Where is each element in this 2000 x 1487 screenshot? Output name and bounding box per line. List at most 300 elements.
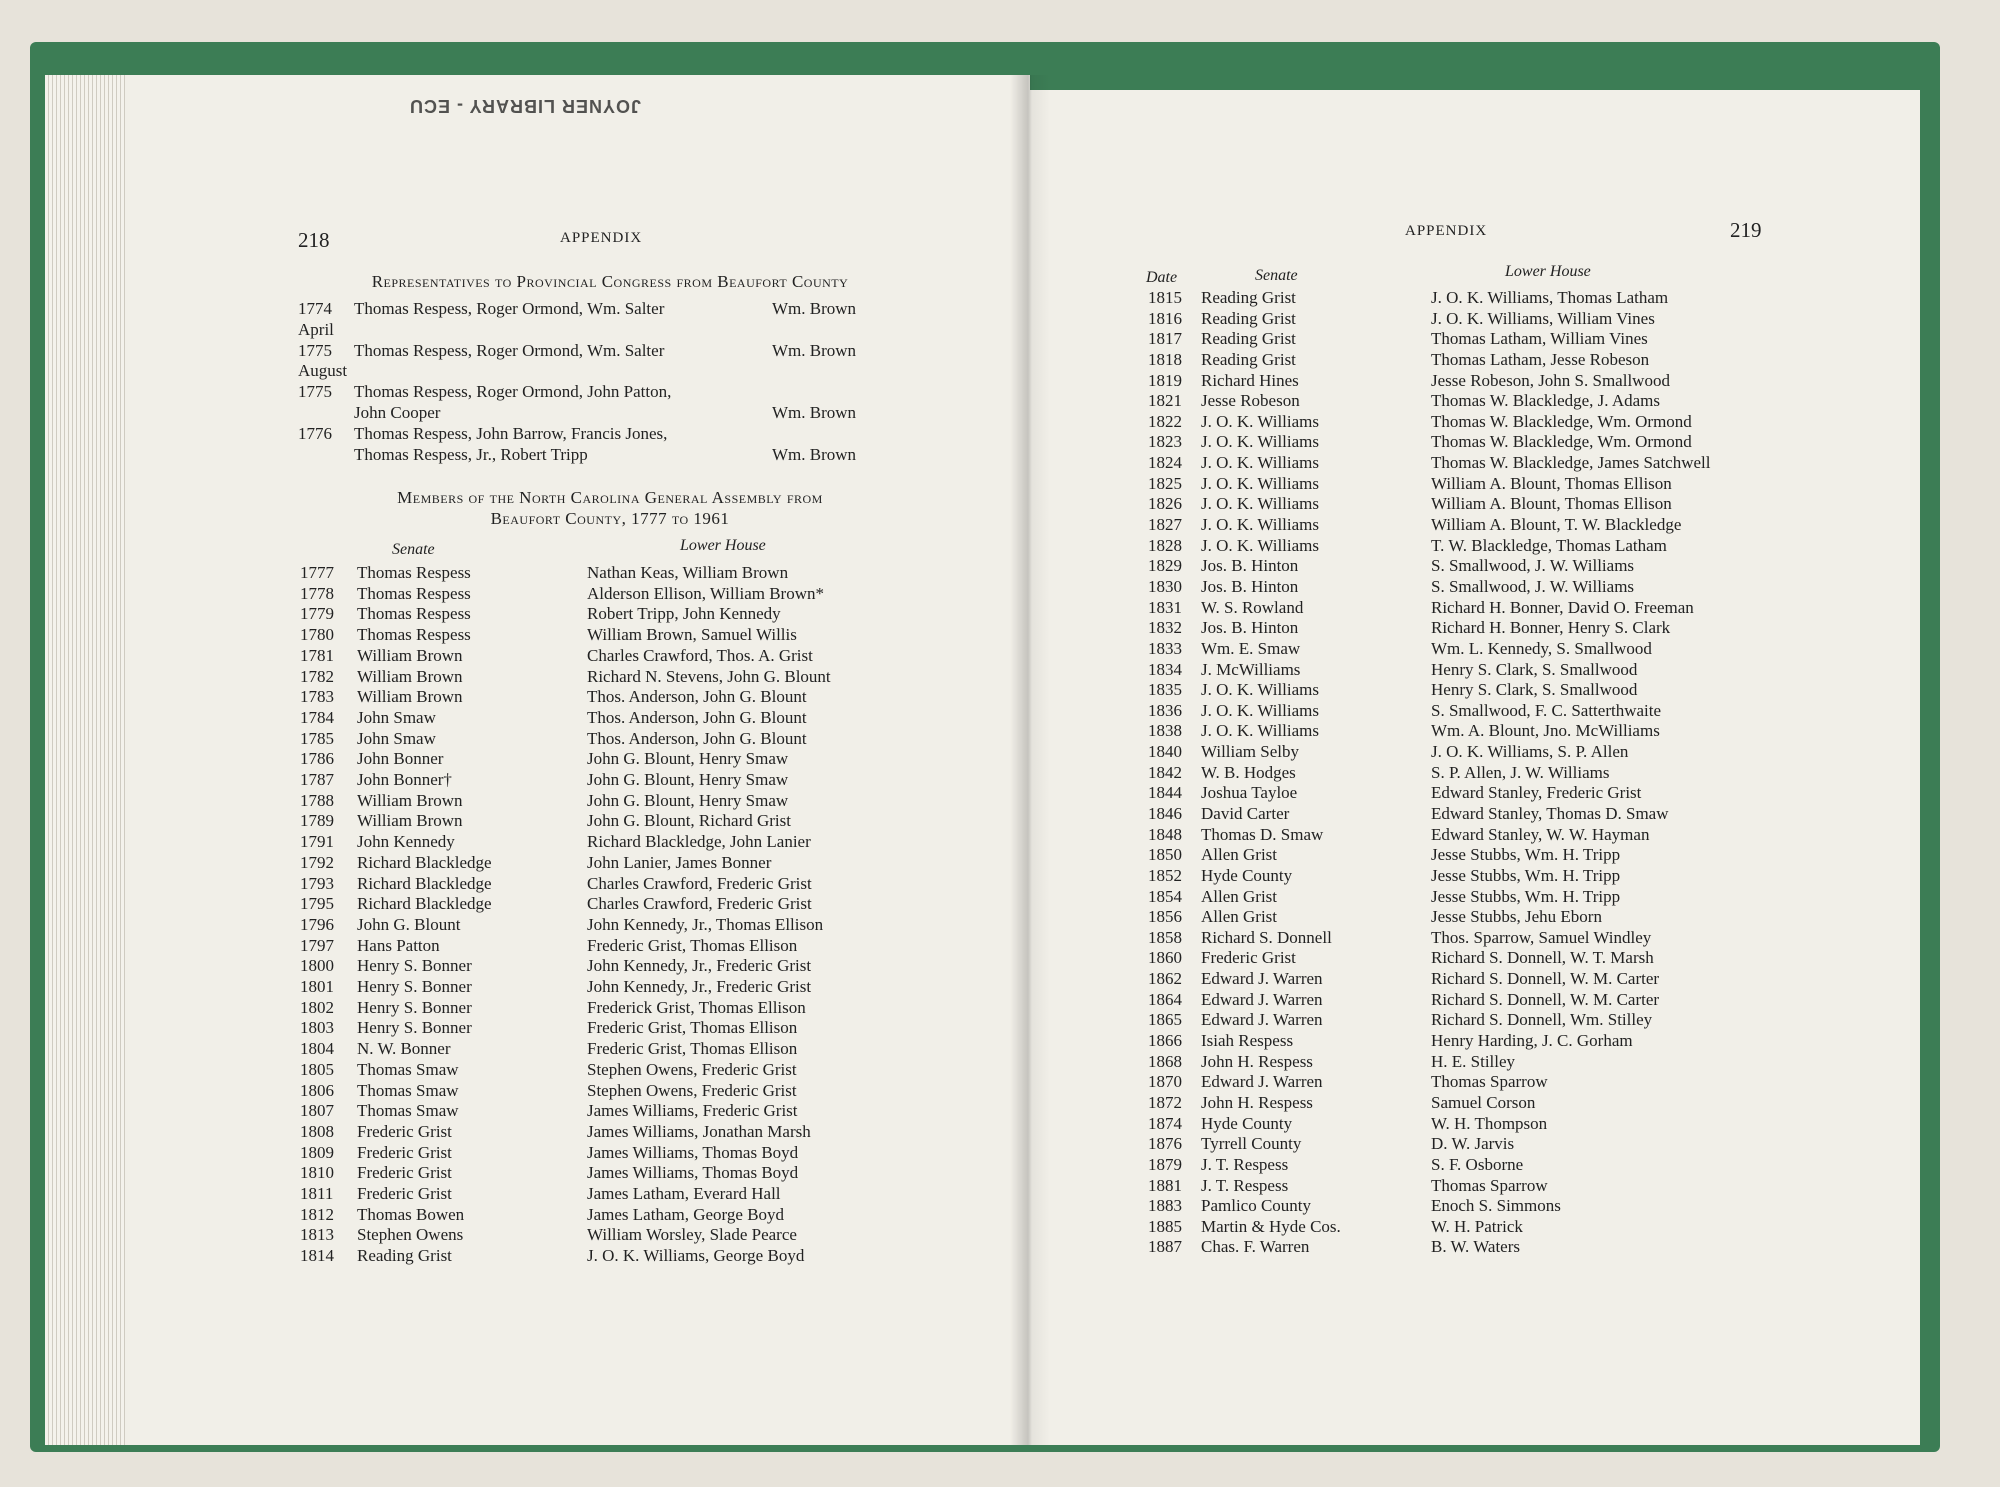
member-year: 1833 (1148, 638, 1182, 658)
member-senate: Wm. E. Smaw (1201, 638, 1301, 658)
member-lower-house: Thos. Anderson, John G. Blount (587, 728, 807, 748)
member-year: 1846 (1148, 804, 1182, 823)
table-row (1148, 536, 1908, 557)
member-lower-house: Henry S. Clark, S. Smallwood (1431, 659, 1638, 679)
table-row (1148, 1217, 1908, 1238)
member-senate: J. O. K. Williams (1201, 473, 1320, 493)
member-year: 1862 (1148, 969, 1182, 989)
member-lower-house: Thomas W. Blackledge, Wm. Ormond (1431, 432, 1692, 452)
member-year: 1830 (1148, 576, 1182, 596)
table-row (1148, 453, 1908, 474)
member-year: 1876 (1148, 1134, 1182, 1154)
table-row (1148, 1196, 1908, 1217)
member-year: 1823 (1148, 432, 1182, 452)
member-lower-house: Thomas Latham, William Vines (1431, 329, 1648, 349)
right-date-header: Date (1146, 269, 1178, 286)
member-senate: William Brown (357, 687, 463, 707)
table-row (1148, 639, 1908, 660)
left-lower-house-header: Lower House (680, 537, 766, 554)
member-senate: John G. Blount (357, 914, 461, 934)
member-lower-house: Edward Stanley, W. W. Hayman (1431, 824, 1650, 844)
member-lower-house: S. P. Allen, J. W. Williams (1431, 762, 1610, 782)
provincial-line (298, 382, 1058, 403)
member-senate: William Brown (357, 811, 463, 831)
member-year: 1885 (1148, 1216, 1182, 1236)
member-year: 1881 (1148, 1175, 1182, 1195)
table-row (1148, 721, 1908, 742)
table-row (1148, 1114, 1908, 1135)
member-lower-house: T. W. Blackledge, Thomas Latham (1431, 535, 1667, 555)
table-row (300, 1225, 1060, 1246)
member-senate: Richard S. Donnell (1201, 927, 1332, 947)
provincial-names: Thomas Respess, John Barrow, Francis Jones, (354, 423, 668, 443)
member-year: 1865 (1148, 1010, 1182, 1030)
member-year: 1852 (1148, 865, 1182, 885)
member-senate: Edward J. Warren (1201, 1072, 1323, 1092)
member-lower-house: J. O. K. Williams, William Vines (1431, 308, 1655, 328)
member-senate: John Smaw (357, 707, 436, 727)
table-row (1148, 1031, 1908, 1052)
table-row (1148, 350, 1908, 371)
member-lower-house: Thomas W. Blackledge, James Satchwell (1431, 453, 1711, 473)
member-year: 1840 (1148, 742, 1182, 762)
member-year: 1813 (300, 1225, 334, 1245)
provincial-year: 1776 (298, 423, 332, 443)
member-senate: Reading Grist (1201, 349, 1296, 369)
member-year: 1814 (300, 1246, 334, 1266)
member-year: 1789 (300, 811, 334, 831)
table-row (1148, 556, 1908, 577)
member-year: 1812 (300, 1204, 334, 1224)
member-senate: Henry S. Bonner (357, 997, 472, 1017)
table-row (1148, 1093, 1908, 1114)
member-lower-house: John Kennedy, Jr., Thomas Ellison (587, 914, 824, 934)
member-lower-house: J. O. K. Williams, George Boyd (587, 1246, 805, 1266)
member-senate: Reading Grist (357, 1246, 452, 1266)
member-year: 1872 (1148, 1092, 1182, 1112)
member-lower-house: Jesse Robeson, John S. Smallwood (1431, 370, 1670, 390)
table-row (1148, 1052, 1908, 1073)
member-lower-house: Frederick Grist, Thomas Ellison (587, 997, 806, 1017)
member-lower-house: William Worsley, Slade Pearce (587, 1225, 797, 1245)
member-year: 1856 (1148, 907, 1182, 927)
member-senate: Thomas Bowen (357, 1204, 465, 1224)
member-lower-house: James Latham, Everard Hall (587, 1184, 781, 1203)
member-year: 1808 (300, 1121, 334, 1141)
library-stamp: JOYNER LIBRARY - ECU (408, 96, 642, 116)
member-lower-house: H. E. Stilley (1431, 1051, 1516, 1071)
member-lower-house: Jesse Stubbs, Wm. H. Tripp (1431, 845, 1621, 865)
member-year: 1848 (1148, 824, 1182, 844)
right-page-number: 219 (1730, 218, 1762, 242)
member-senate: Allen Grist (1201, 845, 1278, 865)
table-row (1148, 680, 1908, 701)
member-senate: Frederic Grist (357, 1184, 452, 1203)
member-senate: Stephen Owens (357, 1225, 464, 1245)
right-lower-house-header: Lower House (1505, 263, 1591, 280)
provincial-names: Thomas Respess, Roger Ormond, John Patton, (354, 382, 672, 402)
member-senate: Reading Grist (1201, 288, 1296, 307)
member-lower-house: Thomas W. Blackledge, J. Adams (1431, 391, 1661, 411)
member-senate: John Bonner† (357, 770, 452, 789)
member-senate: John H. Respess (1201, 1051, 1313, 1071)
table-row (1148, 412, 1908, 433)
member-senate: N. W. Bonner (357, 1039, 451, 1059)
member-senate: Edward J. Warren (1201, 1010, 1323, 1030)
table-row (1148, 948, 1908, 969)
table-row (1148, 928, 1908, 949)
provincial-names: Thomas Respess, Roger Ormond, Wm. Salter (354, 340, 665, 360)
member-year: 1784 (300, 707, 334, 727)
member-lower-house: James Williams, Thomas Boyd (587, 1142, 799, 1162)
provincial-line (298, 299, 1058, 320)
member-year: 1864 (1148, 989, 1182, 1009)
left-senate-header: Senate (392, 541, 435, 558)
member-year: 1791 (300, 832, 334, 852)
member-lower-house: Richard S. Donnell, W. T. Marsh (1431, 948, 1654, 968)
member-senate: Frederic Grist (357, 1121, 452, 1141)
member-lower-house: Samuel Corson (1431, 1092, 1536, 1112)
member-senate: Pamlico County (1201, 1196, 1312, 1216)
member-lower-house: Thomas Sparrow (1431, 1072, 1548, 1092)
member-lower-house: J. O. K. Williams, S. P. Allen (1431, 742, 1629, 762)
member-lower-house: Richard S. Donnell, W. M. Carter (1431, 969, 1660, 989)
member-lower-house: S. F. Osborne (1431, 1154, 1524, 1174)
member-lower-house: Edward Stanley, Thomas D. Smaw (1431, 804, 1669, 823)
member-year: 1805 (300, 1059, 334, 1079)
member-year: 1826 (1148, 494, 1182, 514)
assembly-title-line2: Beaufort County, 1777 to 1961 (490, 509, 730, 528)
member-lower-house: Jesse Stubbs, Wm. H. Tripp (1431, 886, 1621, 906)
member-lower-house: D. W. Jarvis (1431, 1134, 1515, 1154)
member-lower-house: James Williams, Thomas Boyd (587, 1163, 799, 1183)
member-lower-house: Wm. A. Blount, Jno. McWilliams (1431, 721, 1660, 741)
member-lower-house: B. W. Waters (1431, 1237, 1520, 1257)
table-row (1148, 1134, 1908, 1155)
member-lower-house: Jesse Stubbs, Wm. H. Tripp (1431, 865, 1621, 885)
table-row (300, 1039, 1060, 1060)
member-year: 1793 (300, 873, 334, 893)
assembly-title-line1: Members of the North Carolina General Assembly from (397, 488, 823, 507)
provincial-line (298, 341, 1058, 362)
member-senate: Thomas Smaw (357, 1080, 459, 1100)
member-lower-house: Frederic Grist, Thomas Ellison (587, 1039, 798, 1059)
member-lower-house: Richard N. Stevens, John G. Blount (587, 666, 831, 686)
provincial-year: 1775 (298, 382, 332, 402)
member-senate: J. McWilliams (1201, 659, 1301, 679)
member-year: 1795 (300, 894, 334, 914)
member-year: 1778 (300, 583, 334, 603)
member-senate: Allen Grist (1201, 886, 1278, 906)
member-year: 1831 (1148, 597, 1182, 617)
table-row (300, 915, 1060, 936)
member-year: 1874 (1148, 1113, 1182, 1133)
member-senate: Jos. B. Hinton (1201, 576, 1299, 596)
table-row (300, 687, 1060, 708)
member-senate: Frederic Grist (357, 1163, 452, 1183)
member-year: 1781 (300, 645, 334, 665)
member-senate: Hans Patton (357, 935, 440, 955)
member-lower-house: John G. Blount, Henry Smaw (587, 770, 789, 789)
provincial-year: 1775 (298, 340, 332, 360)
table-row (1148, 515, 1908, 536)
page-edges (45, 75, 125, 1445)
member-senate: Chas. F. Warren (1201, 1237, 1310, 1257)
table-row (300, 1205, 1060, 1226)
member-senate: Henry S. Bonner (357, 956, 472, 976)
member-senate: Edward J. Warren (1201, 969, 1323, 989)
table-row (300, 977, 1060, 998)
member-lower-house: John G. Blount, Henry Smaw (587, 790, 789, 810)
member-year: 1832 (1148, 618, 1182, 638)
table-row (1148, 866, 1908, 887)
member-lower-house: James Latham, George Boyd (587, 1204, 785, 1224)
member-lower-house: John Kennedy, Jr., Frederic Grist (587, 977, 812, 996)
table-row (1148, 1176, 1908, 1197)
member-senate: Tyrrell County (1201, 1134, 1302, 1154)
member-senate: Frederic Grist (1201, 948, 1296, 968)
member-senate: Thomas D. Smaw (1201, 824, 1324, 844)
member-lower-house: W. H. Thompson (1431, 1113, 1548, 1133)
member-year: 1821 (1148, 391, 1182, 411)
member-senate: Isiah Respess (1201, 1031, 1294, 1051)
member-lower-house: James Williams, Frederic Grist (587, 1101, 798, 1121)
member-year: 1854 (1148, 886, 1182, 906)
member-year: 1842 (1148, 762, 1182, 782)
member-year: 1800 (300, 956, 334, 976)
table-row (1148, 329, 1908, 350)
table-row (300, 1122, 1060, 1143)
table-row (300, 1101, 1060, 1122)
table-row (1148, 763, 1908, 784)
member-senate: W. B. Hodges (1201, 762, 1296, 782)
member-lower-house: Nathan Keas, William Brown (587, 563, 789, 582)
table-row (1148, 804, 1908, 825)
provincial-title: Representatives to Provincial Congress from Beaufort County (371, 272, 849, 291)
member-year: 1811 (300, 1184, 334, 1203)
table-row (300, 1184, 1060, 1205)
table-row (300, 1060, 1060, 1081)
member-lower-house: William A. Blount, T. W. Blackledge (1431, 515, 1682, 535)
member-lower-house: Frederic Grist, Thomas Ellison (587, 1018, 798, 1038)
table-row (300, 998, 1060, 1019)
member-senate: J. O. K. Williams (1201, 680, 1320, 700)
provincial-names: John Cooper (354, 403, 441, 422)
member-senate: Martin & Hyde Cos. (1201, 1216, 1341, 1236)
table-row (300, 811, 1060, 832)
member-lower-house: Thomas Sparrow (1431, 1175, 1548, 1195)
member-senate: J. O. K. Williams (1201, 535, 1320, 555)
member-lower-house: Thos. Anderson, John G. Blount (587, 687, 807, 707)
member-lower-house: Jesse Stubbs, Jehu Eborn (1431, 907, 1602, 927)
table-row (300, 584, 1060, 605)
member-senate: J. O. K. Williams (1201, 453, 1320, 473)
table-row (300, 563, 1060, 584)
table-row (300, 625, 1060, 646)
member-year: 1779 (300, 604, 334, 624)
member-year: 1802 (300, 997, 334, 1017)
member-senate: Thomas Respess (357, 583, 471, 603)
member-lower-house: Enoch S. Simmons (1431, 1196, 1561, 1216)
member-senate: J. O. K. Williams (1201, 494, 1320, 514)
table-row (1148, 577, 1908, 598)
member-year: 1868 (1148, 1051, 1182, 1071)
member-senate: Thomas Respess (357, 604, 471, 624)
member-year: 1817 (1148, 329, 1182, 349)
member-senate: J. O. K. Williams (1201, 432, 1320, 452)
table-row (300, 791, 1060, 812)
member-senate: Allen Grist (1201, 907, 1278, 927)
member-senate: Richard Hines (1201, 370, 1299, 390)
table-row (300, 1143, 1060, 1164)
table-row (300, 667, 1060, 688)
member-senate: Hyde County (1201, 1113, 1293, 1133)
table-row (1148, 474, 1908, 495)
member-year: 1780 (300, 625, 334, 645)
provincial-line (298, 320, 1058, 341)
member-lower-house: Thomas Latham, Jesse Robeson (1431, 349, 1650, 369)
member-year: 1785 (300, 728, 334, 748)
member-senate: Reading Grist (1201, 329, 1296, 349)
provincial-year: August (298, 361, 348, 381)
member-year: 1818 (1148, 349, 1182, 369)
member-senate: Jos. B. Hinton (1201, 618, 1299, 638)
member-senate: Frederic Grist (357, 1142, 452, 1162)
member-year: 1844 (1148, 783, 1182, 803)
member-year: 1810 (300, 1163, 334, 1183)
member-year: 1824 (1148, 453, 1182, 473)
member-year: 1819 (1148, 370, 1182, 390)
member-senate: Thomas Smaw (357, 1059, 459, 1079)
provincial-names: Thomas Respess, Roger Ormond, Wm. Salter (354, 299, 665, 318)
table-row (300, 749, 1060, 770)
member-lower-house: William A. Blount, Thomas Ellison (1431, 494, 1672, 514)
member-year: 1835 (1148, 680, 1182, 700)
provincial-names: Thomas Respess, Jr., Robert Tripp (354, 444, 588, 464)
member-year: 1883 (1148, 1196, 1182, 1216)
table-row (1148, 1010, 1908, 1031)
member-senate: J. T. Respess (1201, 1175, 1289, 1195)
member-senate: Joshua Tayloe (1201, 783, 1298, 803)
table-row (300, 708, 1060, 729)
member-year: 1870 (1148, 1072, 1182, 1092)
member-senate: Thomas Smaw (357, 1101, 459, 1121)
member-year: 1783 (300, 687, 334, 707)
left-page-number: 218 (298, 228, 330, 252)
member-senate: J. O. K. Williams (1201, 411, 1320, 431)
table-row (1148, 391, 1908, 412)
table-row (1148, 907, 1908, 928)
provincial-line (298, 445, 1058, 466)
member-senate: John Smaw (357, 728, 436, 748)
member-lower-house: William A. Blount, Thomas Ellison (1431, 473, 1672, 493)
member-senate: Thomas Respess (357, 625, 471, 645)
member-senate: John Kennedy (357, 832, 455, 852)
table-row (1148, 598, 1908, 619)
left-running-head: APPENDIX (560, 230, 643, 246)
table-row (300, 729, 1060, 750)
table-row (300, 853, 1060, 874)
member-year: 1782 (300, 666, 334, 686)
member-year: 1797 (300, 935, 334, 955)
member-lower-house: John Lanier, James Bonner (587, 852, 772, 872)
table-row (300, 1018, 1060, 1039)
table-row (1148, 783, 1908, 804)
member-lower-house: Richard Blackledge, John Lanier (587, 832, 811, 852)
member-senate: William Brown (357, 790, 463, 810)
member-year: 1804 (300, 1039, 334, 1059)
member-year: 1786 (300, 749, 334, 769)
provincial-year: 1774 (298, 299, 332, 318)
member-year: 1803 (300, 1018, 334, 1038)
member-lower-house: Thomas W. Blackledge, Wm. Ormond (1431, 411, 1692, 431)
member-lower-house: Charles Crawford, Frederic Grist (587, 894, 812, 914)
member-lower-house: Alderson Ellison, William Brown* (587, 583, 824, 603)
member-senate: Richard Blackledge (357, 894, 492, 914)
provincial-right-name: Wm. Brown (772, 299, 857, 318)
member-year: 1829 (1148, 556, 1182, 576)
member-senate: William Brown (357, 645, 463, 665)
member-senate: J. O. K. Williams (1201, 515, 1320, 535)
member-year: 1807 (300, 1101, 334, 1121)
member-year: 1836 (1148, 700, 1182, 720)
provincial-right-name: Wm. Brown (772, 340, 857, 360)
right-senate-header: Senate (1255, 267, 1298, 284)
member-lower-house: Henry S. Clark, S. Smallwood (1431, 680, 1638, 700)
member-year: 1850 (1148, 845, 1182, 865)
member-lower-house: John G. Blount, Henry Smaw (587, 749, 789, 769)
table-row (300, 874, 1060, 895)
member-senate: Jos. B. Hinton (1201, 556, 1299, 576)
member-lower-house: Stephen Owens, Frederic Grist (587, 1080, 797, 1100)
provincial-right-name: Wm. Brown (772, 403, 857, 422)
member-year: 1816 (1148, 308, 1182, 328)
member-year: 1777 (300, 563, 334, 582)
provincial-line (298, 403, 1058, 424)
member-year: 1860 (1148, 948, 1182, 968)
member-lower-house: Richard H. Bonner, Henry S. Clark (1431, 618, 1671, 638)
table-row (300, 1081, 1060, 1102)
member-year: 1838 (1148, 721, 1182, 741)
provincial-line (298, 361, 1058, 382)
table-row (1148, 825, 1908, 846)
member-year: 1796 (300, 914, 334, 934)
member-lower-house: Wm. L. Kennedy, S. Smallwood (1431, 638, 1652, 658)
member-year: 1815 (1148, 288, 1182, 307)
table-row (300, 894, 1060, 915)
member-year: 1801 (300, 977, 334, 996)
member-senate: J. T. Respess (1201, 1154, 1289, 1174)
table-row (1148, 618, 1908, 639)
member-senate: Hyde County (1201, 865, 1293, 885)
member-lower-house: J. O. K. Williams, Thomas Latham (1431, 288, 1669, 307)
member-senate: John Bonner (357, 749, 444, 769)
member-year: 1887 (1148, 1237, 1182, 1257)
table-row (1148, 1155, 1908, 1176)
member-year: 1809 (300, 1142, 334, 1162)
member-lower-house: Henry Harding, J. C. Gorham (1431, 1031, 1633, 1051)
table-row (300, 956, 1060, 977)
table-row (300, 1246, 1060, 1267)
member-year: 1866 (1148, 1031, 1182, 1051)
table-row (1148, 845, 1908, 866)
table-row (1148, 371, 1908, 392)
member-year: 1787 (300, 770, 334, 789)
table-row (1148, 1072, 1908, 1093)
member-senate: Jesse Robeson (1201, 391, 1300, 411)
member-year: 1806 (300, 1080, 334, 1100)
member-lower-house: James Williams, Jonathan Marsh (587, 1121, 811, 1141)
